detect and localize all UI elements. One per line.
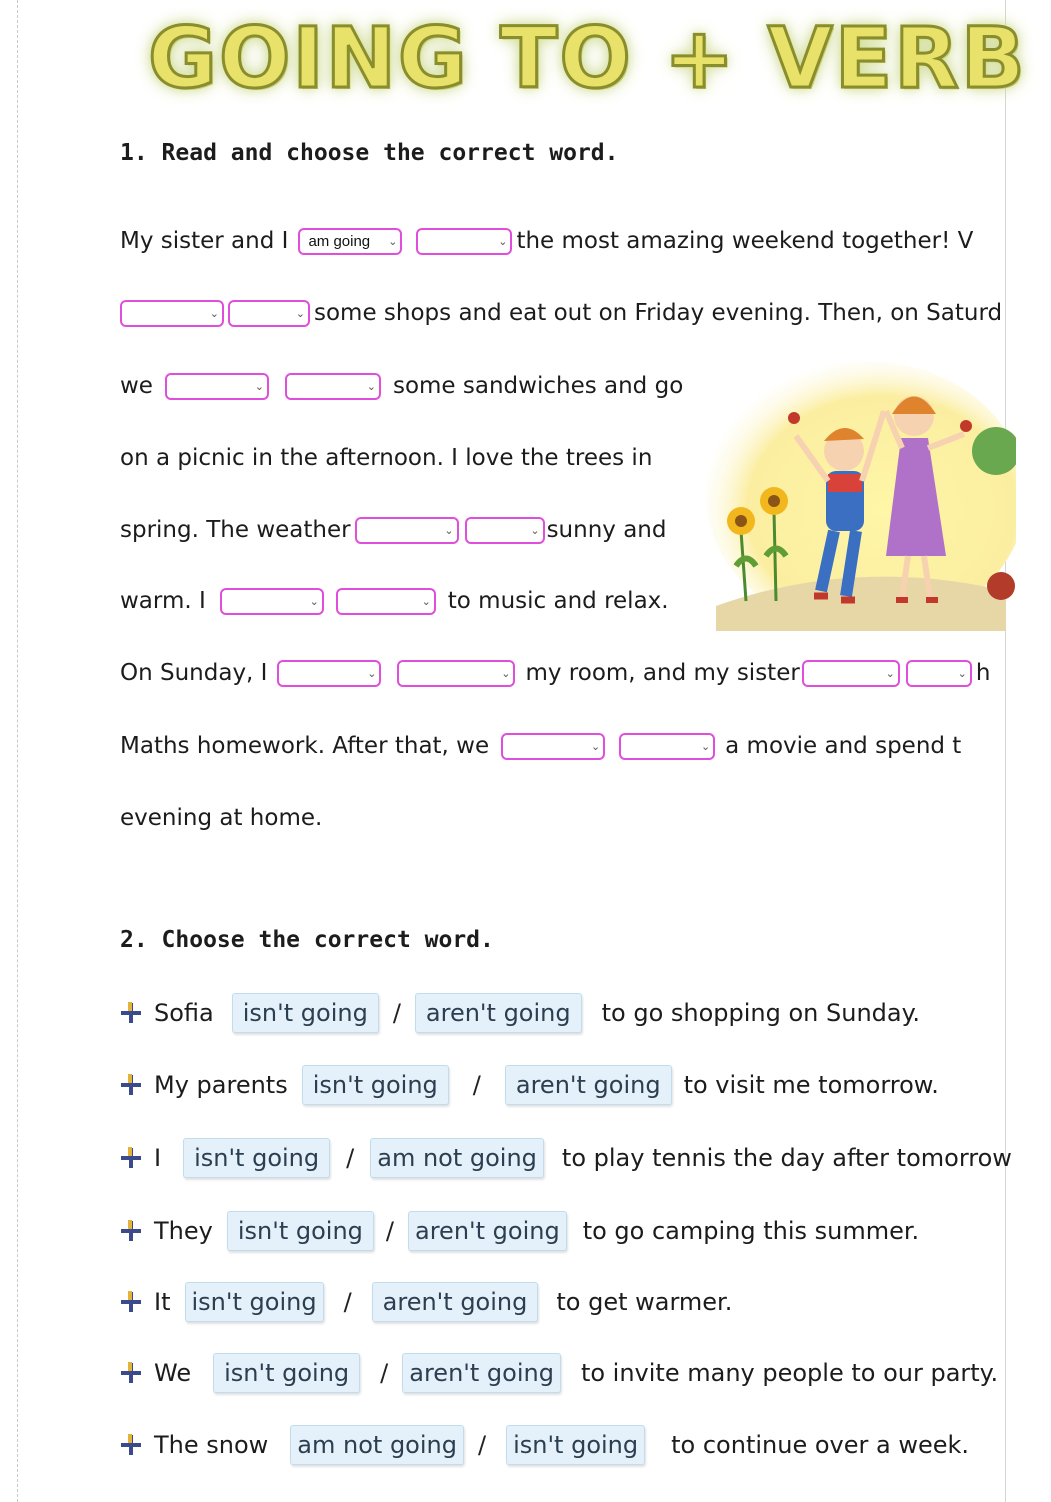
- ex1-line-4-text: on a picnic in the afternoon. I love the trees in: [120, 445, 653, 471]
- chevron-down-icon: ⌄: [254, 379, 264, 393]
- ex1-select-6a[interactable]: [220, 588, 324, 615]
- ex1-line-7-text: On Sunday, I: [120, 660, 268, 686]
- ex1-select-3a[interactable]: [165, 373, 269, 400]
- select-value: am going: [308, 232, 371, 250]
- ex1-select-8a[interactable]: [501, 733, 605, 760]
- ex1-line-8-text: Maths homework. After that, we: [120, 733, 490, 759]
- ex1-select-7c[interactable]: [802, 660, 900, 687]
- ex2-option-2[interactable]: aren't going: [415, 993, 582, 1033]
- ex2-subject: Sofia: [154, 999, 214, 1027]
- ex1-line-4: [120, 441, 652, 475]
- chevron-down-icon: ⌄: [530, 523, 540, 537]
- chevron-down-icon: ⌄: [388, 234, 398, 248]
- kids-dancing-illustration: [696, 356, 1016, 636]
- ex1-line-1-after: the most amazing weekend together! V: [516, 228, 974, 254]
- ex2-option-1[interactable]: isn't going: [302, 1065, 449, 1105]
- page-left-border: [17, 0, 18, 1502]
- plus-bullet-icon: [118, 1072, 144, 1098]
- ex1-line-6-after: to music and relax.: [447, 588, 669, 614]
- ex1-line-9-text: evening at home.: [120, 805, 323, 831]
- chevron-down-icon: ⌄: [209, 306, 219, 320]
- ex2-row: [118, 1352, 998, 1394]
- ex2-option-2[interactable]: aren't going: [505, 1065, 672, 1105]
- ex1-select-7a[interactable]: [277, 660, 381, 687]
- separator: /: [392, 999, 401, 1027]
- chevron-down-icon: ⌄: [366, 379, 376, 393]
- plus-bullet-icon: [118, 1218, 144, 1244]
- ex2-option-1[interactable]: isn't going: [183, 1138, 330, 1178]
- ex1-line-7-after: my room, and my sister: [525, 660, 800, 686]
- chevron-down-icon: ⌄: [501, 666, 511, 680]
- chevron-down-icon: ⌄: [885, 666, 895, 680]
- chevron-down-icon: ⌄: [957, 666, 967, 680]
- ex2-rest: to invite many people to our party.: [580, 1359, 999, 1387]
- ex1-select-5a[interactable]: [355, 517, 459, 544]
- plus-bullet-icon: [118, 1289, 144, 1315]
- ex2-subject: I: [154, 1144, 162, 1172]
- ex1-select-5b[interactable]: [465, 517, 545, 544]
- ex1-line-2: [120, 296, 1002, 330]
- ex2-row: [118, 1210, 919, 1252]
- ex2-option-1[interactable]: isn't going: [185, 1282, 324, 1322]
- ex2-option-1[interactable]: isn't going: [213, 1353, 360, 1393]
- ex1-line-7: [120, 656, 990, 690]
- ex1-line-8: [120, 729, 961, 763]
- chevron-down-icon: ⌄: [309, 594, 319, 608]
- ex1-select-1a[interactable]: [298, 228, 402, 255]
- ex2-rest: to visit me tomorrow.: [683, 1071, 939, 1099]
- separator: /: [477, 1431, 487, 1459]
- ex1-select-8b[interactable]: [619, 733, 715, 760]
- ex1-line-5: [120, 513, 667, 547]
- ex2-row: [118, 992, 920, 1034]
- worksheet-title: GOING TO + VERB: [148, 9, 1027, 107]
- chevron-down-icon: ⌄: [590, 739, 601, 753]
- ex1-line-6-text: warm. I: [120, 588, 206, 614]
- ex1-select-2b[interactable]: [228, 300, 310, 327]
- ex2-option-1[interactable]: am not going: [290, 1425, 464, 1465]
- ex2-subject: We: [154, 1359, 192, 1387]
- ex2-subject: My parents: [154, 1071, 288, 1099]
- ex2-row: [118, 1281, 732, 1323]
- ex2-rest: to continue over a week.: [671, 1431, 970, 1459]
- ex2-row: [118, 1137, 1012, 1179]
- ex1-line-7-tail: h: [975, 660, 991, 686]
- ex1-line-3-after: some sandwiches and go: [392, 373, 684, 399]
- ex2-rest: to get warmer.: [556, 1288, 733, 1316]
- ex1-select-7b[interactable]: [397, 660, 515, 687]
- chevron-down-icon: ⌄: [421, 594, 431, 608]
- separator: /: [385, 1217, 394, 1245]
- plus-bullet-icon: [118, 1360, 144, 1386]
- ex1-line-1: [120, 224, 973, 258]
- separator: /: [343, 1288, 352, 1316]
- ex1-line-3-text: we: [120, 373, 153, 399]
- ex1-select-6b[interactable]: [336, 588, 436, 615]
- exercise-1-heading: 1. Read and choose the correct word.: [120, 140, 619, 166]
- ex1-select-2a[interactable]: [120, 300, 224, 327]
- ex2-subject: They: [154, 1217, 213, 1245]
- chevron-down-icon: ⌄: [444, 523, 454, 537]
- ex2-option-2[interactable]: am not going: [370, 1138, 544, 1178]
- ex1-select-7d[interactable]: [906, 660, 972, 687]
- ex1-line-1-text: My sister and I: [120, 228, 289, 254]
- plus-bullet-icon: [118, 1432, 144, 1458]
- ex2-option-2[interactable]: aren't going: [372, 1282, 539, 1322]
- ex1-line-5-text: spring. The weather: [120, 517, 351, 543]
- chevron-down-icon: ⌄: [367, 666, 377, 680]
- ex2-row: [118, 1064, 939, 1106]
- plus-bullet-icon: [118, 1000, 144, 1026]
- separator: /: [472, 1071, 481, 1099]
- separator: /: [380, 1359, 389, 1387]
- ex2-rest: to go camping this summer.: [582, 1217, 920, 1245]
- chevron-down-icon: ⌄: [295, 306, 305, 320]
- ex2-option-1[interactable]: isn't going: [232, 993, 379, 1033]
- ex2-option-2[interactable]: isn't going: [506, 1425, 645, 1465]
- ex1-select-1b[interactable]: [416, 228, 512, 255]
- page-right-border: [1005, 0, 1006, 1502]
- ex1-line-5-after: sunny and: [546, 517, 667, 543]
- ex1-line-2-after: some shops and eat out on Friday evening. Then, on Saturd: [314, 300, 1003, 326]
- chevron-down-icon: ⌄: [700, 739, 711, 753]
- ex2-subject: The snow: [154, 1431, 269, 1459]
- ex2-row: [118, 1424, 969, 1466]
- ex2-option-2[interactable]: aren't going: [402, 1353, 561, 1393]
- ex2-rest: to go shopping on Sunday.: [601, 999, 921, 1027]
- ex1-line-6: [120, 584, 669, 618]
- plus-bullet-icon: [118, 1145, 144, 1171]
- ex1-line-9: [120, 801, 322, 835]
- ex2-subject: It: [154, 1288, 171, 1316]
- ex1-line-3: [120, 369, 683, 403]
- ex1-select-3b[interactable]: [285, 373, 381, 400]
- ex2-option-2[interactable]: aren't going: [408, 1211, 567, 1251]
- separator: /: [346, 1144, 355, 1172]
- ex1-line-8-after: a movie and spend t: [725, 733, 962, 759]
- chevron-down-icon: ⌄: [498, 234, 508, 248]
- exercise-2-heading: 2. Choose the correct word.: [120, 927, 494, 953]
- ex2-option-1[interactable]: isn't going: [227, 1211, 374, 1251]
- ex2-rest: to play tennis the day after tomorrow: [561, 1144, 1012, 1172]
